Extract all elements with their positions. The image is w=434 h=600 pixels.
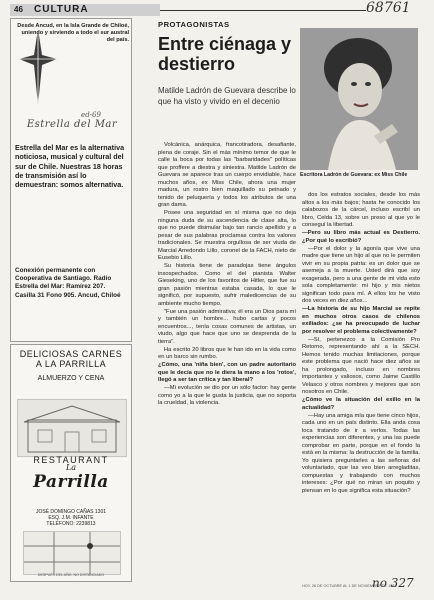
paragraph: —Mi evolución se dio por un sólo factor: hay gente como yo a la que le gusta la justicia, que no soporta la crueldad, la violencia. <box>158 385 296 406</box>
paragraph: Ha escrito 20 libros que le han ido en la vida como en un barco sin rumbo. <box>158 346 296 360</box>
location-map <box>23 531 121 575</box>
author-photo <box>300 28 418 170</box>
restaurant-building-illustration <box>17 399 127 457</box>
paragraph: dos los estratos sociales, desde los más altos a los más bajos; hasta he conocido los calabozos de la cárcel, incluso escribí un libro, Celda 13, sobre un preso al que yo le conseguí la libertad. <box>302 192 420 228</box>
radio-station-script: Estrella del Mar <box>26 119 118 130</box>
article-lede: Matilde Ladrón de Guevara describe lo que ha visto y vivido en el decenio <box>158 86 296 106</box>
paragraph: Posee una seguridad en sí misma que no deja ninguna duda de su ascendencia de clase alta, lo que no puede disimular bajo tan rancio apellido y a pesar de sus palabras proclamas contra los valores tradicionales. Se muestra orgullosa de ser viuda de Marcial Arredondo Lillo, coronel de la FACH, nieto de Eusebio Lillo. <box>158 210 296 261</box>
interview-question: —La historia de su hijo Marcial se repite en muchos otros casos de chilenos exiliados: ¿se ha preocupado de luchar por resolver el problema colectivamente? <box>302 306 420 335</box>
restaurant-logo <box>19 463 123 492</box>
issue-footer: HOY, 26 DE OCTUBRE AL 1 DE NOVIEMBRE DE 1983 <box>302 584 397 588</box>
article-column-right <box>302 192 420 582</box>
restaurant-slogan <box>13 349 129 369</box>
slogan-line-2: A LA PARRILLA <box>35 359 107 369</box>
paragraph: Volcánica, anárquica, francotiradora, desafiante, plena de coraje. Sin el más mínimo temor de que le calle la boca por todas las "barbaridades" políticas que proffere a diestra y siniestra. Matilde Ladrón de Guevara se aparece tras un cuerpo envidiable, hace muchos años, ex Miss Chile, ahora una mujer madura, un rostro bien maquillado su peinado y tenido de peluquería y todos los atributos de una gran dama. <box>158 142 296 208</box>
article-title: Entre ciénaga y destierro <box>158 34 292 74</box>
restaurant-footnote: DESPUÉS DEL AÑO, NO DISTANCIADO <box>37 573 105 577</box>
restaurant-address <box>13 509 129 527</box>
logo-article: La <box>65 463 77 472</box>
handwritten-issue-number: no 327 <box>372 576 414 590</box>
restaurant-advertisement <box>10 344 132 582</box>
restaurant-phone: TELÉFONO: 2239813 <box>46 521 96 527</box>
interview-question: ¿Cómo, una 'niña bien', con un padre autoritario que le decía que no le diera la mano a los 'rotos', llegó a ser tan crítica y tan liberal? <box>158 362 296 383</box>
interview-question: ¿Cómo ve la situación del exilio en la actualidad? <box>302 397 420 411</box>
radio-ad-headline: Desde Ancud, en la Isla Grande de Chiloé, uniendo y sirviendo a todo el sur austral del país. <box>17 23 129 44</box>
section-title: CULTURA <box>34 4 89 15</box>
paragraph: —Hay una amiga mía que tiene cinco hijos, cada uno en un país distinto. Ella anda cosa loca tratando de ir a verlos. Todas las experiencias son diferentes, y una las puede comprobar en parte, porque en el fondo la está en la misma: la destrucción de la familia. Yo quisiera preguntarles a las señoras del voluntariado, que las veo bien arregladitas, compuestas y trabajando con muchos intereses: ¿Por qué no miran un poquito y piensan en lo que significa esta situación? <box>302 412 420 494</box>
paragraph: —Por el dolor y la agonía que vive una madre que tiene un hijo al que no le permiten vivir en su propia patria: es un dolor que se asemeja a la muerte. Usted dirá que soy exagerada, pero a una gente de mi vida esto sola completamente: mi hijo y mis nietos significan todo para mí. A ellos los he visto dos veces en diez años... <box>302 245 420 304</box>
article-kicker: PROTAGONISTAS <box>158 20 230 29</box>
address-line-1: JOSÉ DOMINGO CAÑAS 1301 <box>35 509 107 515</box>
paragraph: —Sí, pertenezco a la Comisión Pro Retorno, representando ahí a la SECH. Hemos tenido muchas limitaciones, porque este problema que nació hace diez años se ha prolongado, incluso en nombres importantes y valiosos, como Jaime Castillo Velasco y otros nombres y mejores que son nosotros en Chile. <box>302 336 420 395</box>
radio-ad-body: Estrella del Mar es la alternativa noticiosa, musical y cultural del sur de Chile. Nuestras 18 horas de transmisión así lo demuestran: somos alternativa. <box>15 143 125 190</box>
radio-dial-label: ed-69 <box>81 111 101 119</box>
radio-advertisement <box>10 18 132 342</box>
slogan-line-1: DELICIOSAS CARNES <box>19 349 123 359</box>
paragraph: "Fue una pasión admirativa; él era un Dios para mí y también un hombre... hubo cartas y pocos encuentros..., tenía cosas comunes de artistas, un viudo, algo que hace que uno se desprenda de la tierra". <box>158 308 296 345</box>
interview-question: —Pero su libro más actual es Destierro. ¿Por qué lo escribió? <box>302 230 420 244</box>
address-line-2: ESQ. J.M. INFANTE <box>48 515 94 521</box>
page-number: 46 <box>14 5 23 14</box>
radio-ad-contact: Conexión permanente con Cooperativa de Santiago. Radio Estrella del Mar: Ramírez 207. Casilla 31 Fono 905. Ancud, Chiloé <box>15 267 121 299</box>
handwritten-note: 68761 <box>366 0 411 16</box>
article-column-left <box>158 142 296 590</box>
paragraph: Su historia tiene de paradojas tiene ángulos insospechados. Como el del pianista Walter Gieseking, uno de los favoritos de Hitler, que fue su gran pasión mientras estaba casada, lo que le significó, por supuesto, sufrir maledicencias de su ambiente mucho tiempo. <box>158 263 296 307</box>
header-rule <box>160 10 366 11</box>
logo-wordmark: Parrilla <box>33 472 109 492</box>
meal-hours: ALMUERZO Y CENA <box>37 375 105 382</box>
photo-caption: Escritora Ladrón de Guevara: ex Miss Chile <box>300 172 408 178</box>
restaurant-label: RESTAURANT <box>33 455 109 465</box>
